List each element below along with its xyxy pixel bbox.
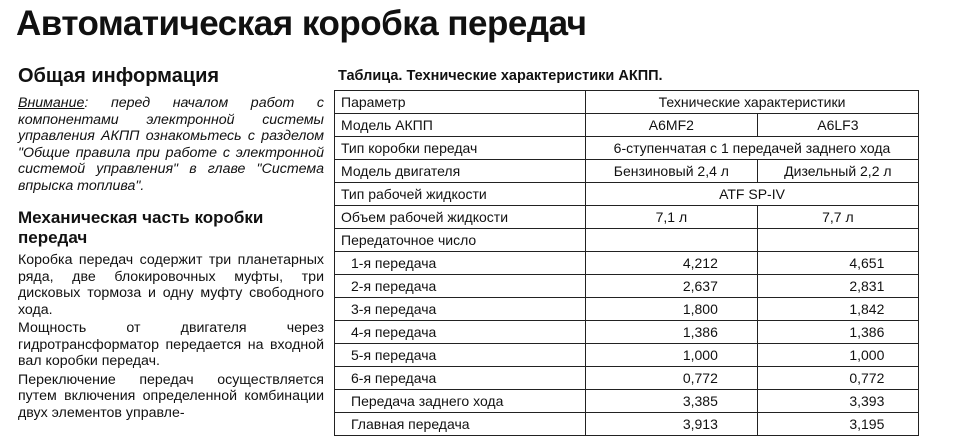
warning-text: : перед началом работ с компонентами электронной системы управления АКПП ознакомьтесь с разделом "Общие правила при работе с электронной системой управления" в главе "Система впрыска топлива". (18, 95, 324, 194)
cell-span: 6-ступенчатая с 1 передачей заднего хода (586, 137, 919, 160)
row-label: Модель двигателя (335, 160, 586, 183)
table-row (335, 160, 919, 183)
gear-ratio-a: 2,637 (586, 275, 758, 298)
gear-ratio-a: 3,913 (586, 413, 758, 436)
gear-ratio-a: 0,772 (586, 367, 758, 390)
mechanical-paragraph-2: Мощность от двигателя через гидротрансформатор передается на входной вал коробки передач. (18, 320, 324, 369)
gear-ratio-b: 4,651 (757, 252, 918, 275)
ratio-heading-row (335, 229, 919, 252)
table-row (335, 183, 919, 206)
header-spec: Технические характеристики (586, 91, 919, 114)
gear-ratio-a: 1,386 (586, 321, 758, 344)
gear-ratio-a: 3,385 (586, 390, 758, 413)
gear-ratio-a: 1,000 (586, 344, 758, 367)
gear-row (335, 298, 919, 321)
ratio-heading: Передаточное число (335, 229, 586, 252)
gear-label: Главная передача (335, 413, 586, 436)
cell-b: Дизельный 2,2 л (757, 160, 918, 183)
general-heading: Общая информация (18, 65, 220, 87)
warning-note (18, 95, 324, 194)
table-header-row (335, 91, 919, 114)
gear-row (335, 413, 919, 436)
spec-table (334, 90, 919, 436)
gear-ratio-b: 1,000 (757, 344, 918, 367)
warning-label: Внимание (18, 95, 85, 111)
cell-b: 7,7 л (757, 206, 918, 229)
gear-ratio-b: 1,386 (757, 321, 918, 344)
header-param: Параметр (335, 91, 586, 114)
gear-row (335, 344, 919, 367)
gear-ratio-b: 2,831 (757, 275, 918, 298)
row-label: Модель АКПП (335, 114, 586, 137)
gear-label: 1-я передача (335, 252, 586, 275)
cell-b: A6LF3 (757, 114, 918, 137)
mechanical-paragraph-3: Переключение передач осуществляется путем включения определенной комбинации двух элементов управле- (18, 371, 324, 421)
cell-a: A6MF2 (586, 114, 758, 137)
gear-row (335, 275, 919, 298)
table-caption: Таблица. Технические характеристики АКПП. (338, 68, 663, 84)
row-label: Тип коробки передач (335, 137, 586, 160)
page-title: Автоматическая коробка передач (16, 4, 587, 43)
gear-ratio-a: 1,800 (586, 298, 758, 321)
mechanical-heading: Механическая часть коробки передач (18, 208, 264, 247)
mechanical-paragraph-1: Коробка передач содержит три планетарных ряда, две блокировочных муфты, три дисковых тормоза и одну муфту свободного хода. (18, 252, 324, 318)
gear-ratio-b: 1,842 (757, 298, 918, 321)
row-label: Объем рабочей жидкости (335, 206, 586, 229)
gear-label: 6-я передача (335, 367, 586, 390)
gear-row (335, 390, 919, 413)
cell-a: 7,1 л (586, 206, 758, 229)
row-label: Тип рабочей жидкости (335, 183, 586, 206)
gear-ratio-b: 3,393 (757, 390, 918, 413)
gear-label: Передача заднего хода (335, 390, 586, 413)
table-row (335, 114, 919, 137)
gear-ratio-b: 3,195 (757, 413, 918, 436)
table-row (335, 137, 919, 160)
gear-row (335, 367, 919, 390)
gear-row (335, 252, 919, 275)
gear-row (335, 321, 919, 344)
left-column (18, 66, 324, 423)
gear-label: 2-я передача (335, 275, 586, 298)
cell-a: Бензиновый 2,4 л (586, 160, 758, 183)
gear-ratio-a: 4,212 (586, 252, 758, 275)
gear-ratio-b: 0,772 (757, 367, 918, 390)
gear-label: 3-я передача (335, 298, 586, 321)
table-row (335, 206, 919, 229)
cell-span: ATF SP-IV (586, 183, 919, 206)
gear-label: 4-я передача (335, 321, 586, 344)
gear-label: 5-я передача (335, 344, 586, 367)
